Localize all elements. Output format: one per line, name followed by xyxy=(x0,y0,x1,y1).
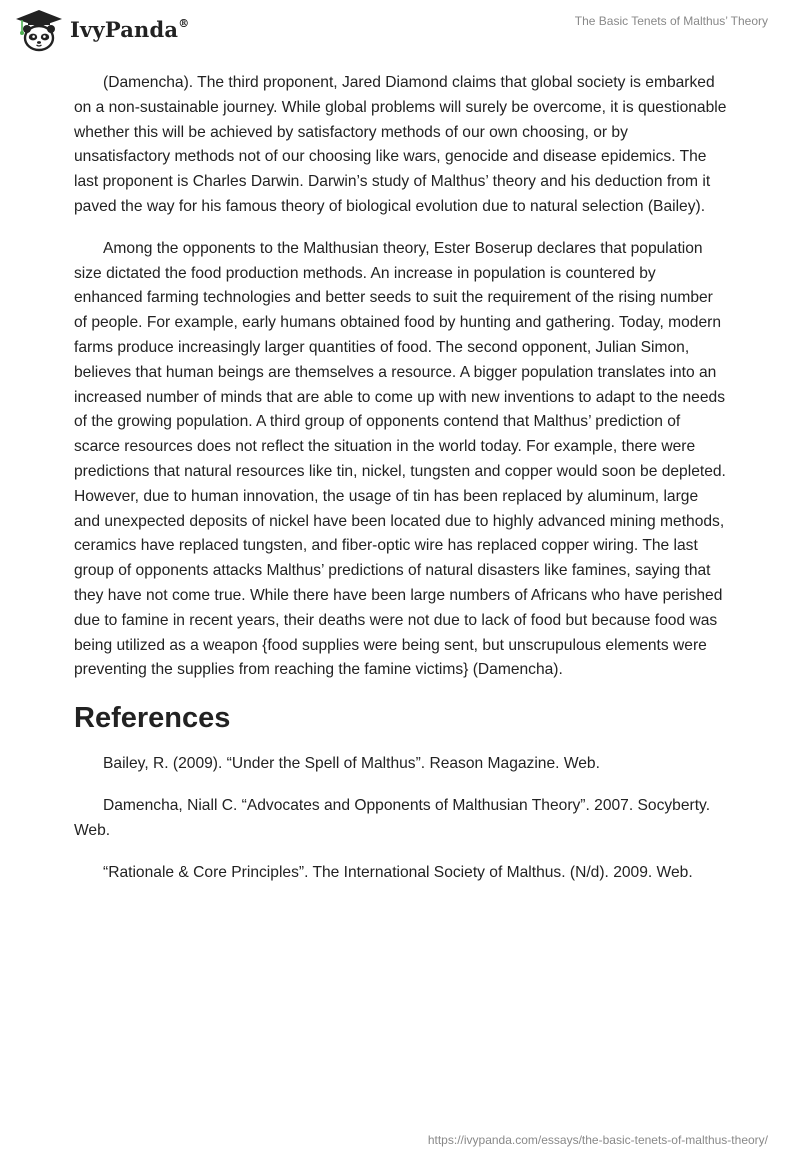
logo-text: IvyPanda xyxy=(70,16,179,42)
logo-wordmark xyxy=(70,17,189,42)
reference-item: Bailey, R. (2009). “Under the Spell of Malthus”. Reason Magazine. Web. xyxy=(103,755,600,773)
page-header xyxy=(0,0,800,60)
document-title: The Basic Tenets of Malthus’ Theory xyxy=(574,14,768,28)
body-paragraph: (Damencha). The third proponent, Jared Diamond claims that global society is embarked on a non-sustainable journey. While global problems will surely be overcome, it is questionable whether this will be achieved by satisfactory methods of our own choosing, or by unsatisfactory methods not of our choosing like wars, genocide and disease epidemics. The last proponent is Charles Darwin. Darwin’s study of Malthus’ theory and his deduction from it paved the way for his famous theory of biological evolution due to natural selection (Bailey). xyxy=(74,74,727,215)
ivypanda-logo[interactable] xyxy=(14,8,189,52)
footer-source-link[interactable]: https://ivypanda.com/essays/the-basic-tenets-of-malthus-theory/ xyxy=(427,1133,768,1147)
references-heading: References xyxy=(74,702,231,735)
reference-item: Damencha, Niall C. “Advocates and Opponents of Malthusian Theory”. 2007. Socyberty. Web. xyxy=(74,796,711,839)
body-paragraph: Among the opponents to the Malthusian theory, Ester Boserup declares that population size dictated the food production methods. An increase in population is countered by enhanced farming technologies and better seeds to suit the requirement of the rising number of people. For example, early humans obtained food by hunting and gathering. Today, modern farms produce increasingly larger quantities of food. The second opponent, Julian Simon, believes that human beings are themselves a resource. A bigger population translates into an increased number of minds that are able to come up with new inventions to adapt to the needs of the growing population. A third group of opponents contend that Malthus’ prediction of scarce resources does not reflect the situation in the world today. For example, there were predictions that natural resources like tin, nickel, tungsten and copper would soon be depleted. However, due to human innovation, the usage of tin has been replaced by aluminum, large and unexpected deposits of nickel have been located due to highly advanced mining methods, ceramics have replaced tungsten, and fiber-optic wire has replaced copper wiring. The last group of opponents attacks Malthus’ predictions of natural disasters like famines, saying that they have not come true. While there have been large numbers of Africans who have perished due to famine in recent years, their deaths were not due to lack of food but because food was being utilized as a weapon {food supplies were being sent, but unscrupulous elements were preventing the supplies from reaching the famine victims} (Damencha). xyxy=(74,239,726,679)
essay-content xyxy=(74,71,728,902)
registered-mark: ® xyxy=(178,16,190,30)
panda-graduate-icon xyxy=(14,8,64,52)
reference-item: “Rationale & Core Principles”. The International Society of Malthus. (N/d). 2009. Web. xyxy=(103,863,693,881)
